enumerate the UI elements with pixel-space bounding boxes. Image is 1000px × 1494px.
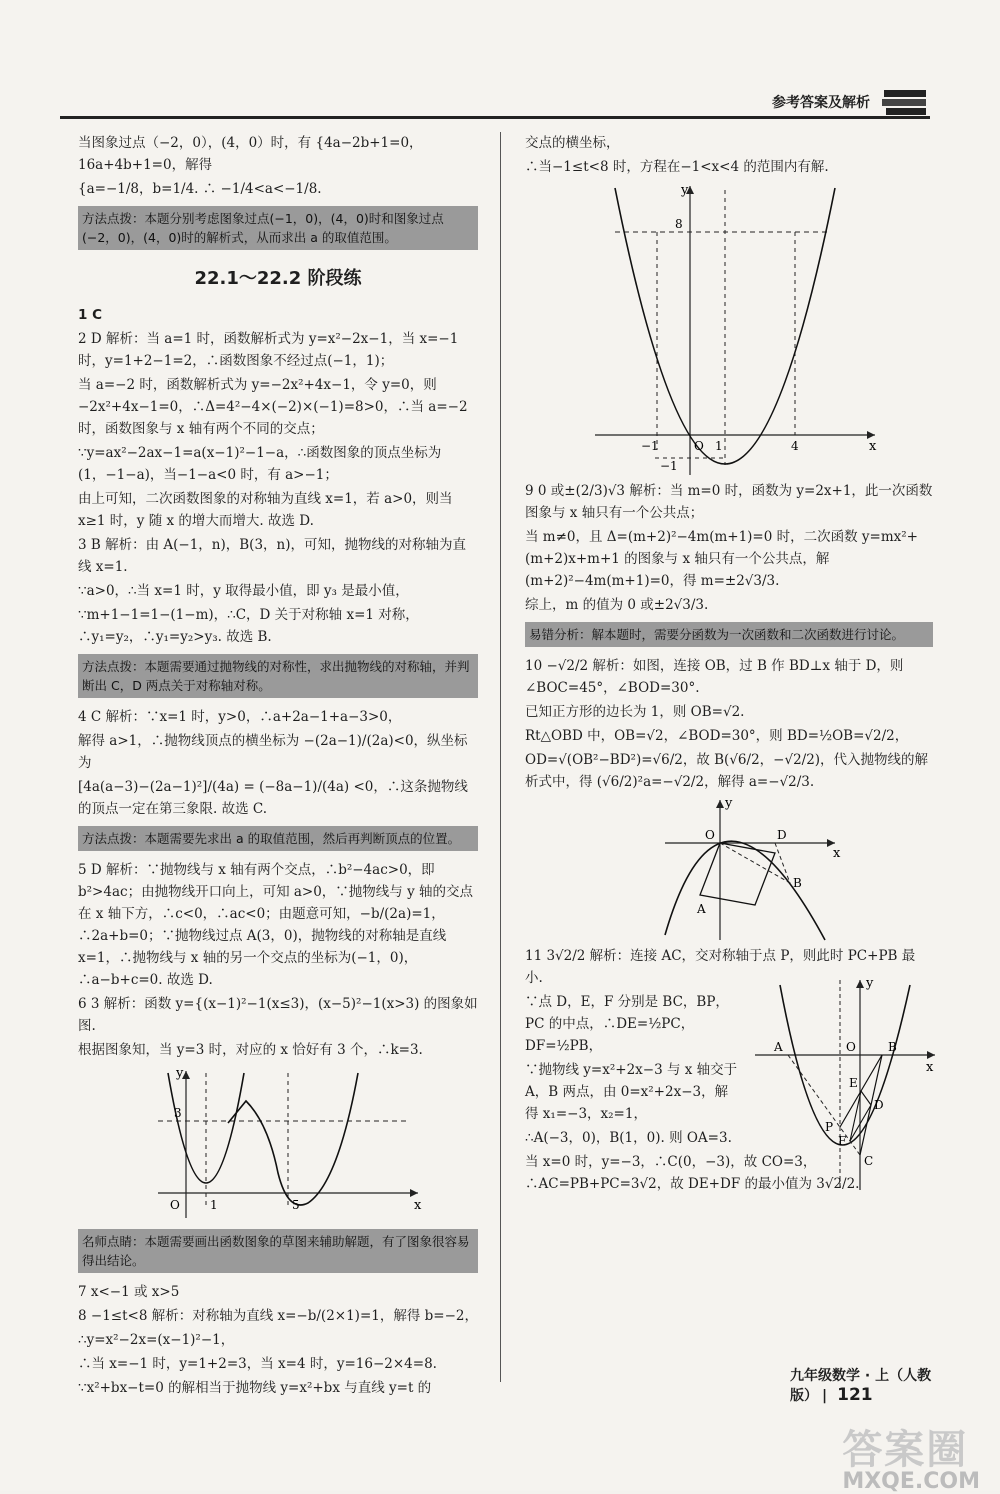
tip-box-5: 易错分析：解本题时，需要分函数为一次函数和二次函数进行讨论。 xyxy=(525,622,933,647)
q11-block xyxy=(525,945,933,1195)
footer-book: 九年级数学 · 上（人教版） xyxy=(790,1368,932,1404)
answer-2d: 由上可知，二次函数图象的对称轴为直线 x=1，若 a>0，则当 x≥1 时，y 随 x 的增大而增大. 故选 D. xyxy=(78,491,453,529)
fig11-point-e: E xyxy=(849,1076,858,1090)
fig8-tick-minus1: −1 xyxy=(641,439,659,453)
answer-8b: ∴y=x²−2x=(x−1)²−1， xyxy=(78,1332,235,1348)
answer-3b: ∵a>0，∴当 x=1 时，y 取得最小值，即 y₃ 是最小值， xyxy=(78,583,409,599)
fig6-x-label: x xyxy=(414,1198,422,1213)
fig11-origin: O xyxy=(846,1040,856,1054)
fig8-origin: O xyxy=(694,439,704,453)
page-footer: 九年级数学 · 上（人教版） | 121 xyxy=(790,1368,932,1405)
answer-9b: 当 m≠0，且 Δ=(m+2)²−4m(m+1)=0 时，二次函数 y=mx²+(m+2)x+m+1 的图象与 x 轴只有一个公共点，解(m+2)²−4m(m+1)=0，得 m=±2√3/3. xyxy=(525,529,918,589)
fig11-x-label: x xyxy=(926,1060,934,1075)
fig6-tick-3: 3 xyxy=(174,1106,182,1120)
page-number: 121 xyxy=(837,1385,873,1405)
answer-1: 1 C xyxy=(78,307,103,323)
left-column xyxy=(78,132,478,1401)
fig6-tick-1: 1 xyxy=(210,1198,218,1212)
answer-11b: ∵点 D，E，F 分别是 BC，BP，PC 的中点，∴DE=½PC，DF=½PB， xyxy=(525,994,729,1054)
answer-8a: 8 −1≤t<8 解析：对称轴为直线 x=−b/(2×1)=1，解得 b=−2， xyxy=(78,1308,478,1324)
answer-10d: OD=√(OB²−BD²)=√6/2，故 B(√6/2，−√2/2)，代入抛物线的解析式中，得 (√6/2)²a=−√2/2，解得 a=−√2/3. xyxy=(525,752,929,790)
section-title: 22.1～22.2 阶段练 xyxy=(194,268,362,289)
fig10-x-label: x xyxy=(833,846,841,861)
tip-box-4: 名师点睛：本题需要画出函数图象的草图来辅助解题，有了图象很容易得出结论。 xyxy=(78,1229,478,1273)
answer-3a: 3 B 解析：由 A(−1，n)，B(3，n)，可知，抛物线的对称轴为直线 x=1. xyxy=(78,537,466,575)
header-rule xyxy=(60,116,930,119)
header-title: 参考答案及解析 xyxy=(772,95,870,111)
books-icon xyxy=(880,86,930,116)
watermark-cn: 答案圈 xyxy=(842,1427,969,1473)
tip-box-3: 方法点拨：本题需要先求出 a 的取值范围，然后再判断顶点的位置。 xyxy=(78,826,478,851)
watermark-en: MXQE.COM xyxy=(842,1469,980,1494)
answer-10a: 10 −√2/2 解析：如图，连接 OB，过 B 作 BD⊥x 轴于 D，则∠BOC=45°，∠BOD=30°. xyxy=(525,658,904,696)
text-p0b: {a=−1/8，b=1/4. ∴ −1/4<a<−1/8. xyxy=(78,181,322,197)
tip-box-2: 方法点拨：本题需要通过抛物线的对称性，求出抛物线的对称轴，并判断出 C，D 两点关于对称轴对称。 xyxy=(78,654,478,698)
fig11-point-p: P xyxy=(825,1120,834,1134)
fig11-point-b: B xyxy=(888,1040,897,1054)
fig8-tick-minus1-y: −1 xyxy=(660,459,678,473)
watermark xyxy=(842,1418,980,1494)
fig6-tick-5: 5 xyxy=(292,1198,300,1212)
answer-2b: 当 a=−2 时，函数解析式为 y=−2x²+4x−1，令 y=0，则 −2x²+4x−1=0，∴Δ=4²−4×(−2)×(−1)=8>0，∴当 a=−2 时，函数图象与 x 轴有两个不同的交点； xyxy=(78,377,468,437)
fig6-y-label: y xyxy=(176,1066,184,1081)
answer-6b: 根据图象知，当 y=3 时，对应的 x 恰好有 3 个，∴k=3. xyxy=(78,1042,423,1058)
answer-5: 5 D 解析：∵抛物线与 x 轴有两个交点，∴b²−4ac>0，即 b²>4ac；由抛物线开口向上，可知 a>0，∵抛物线与 y 轴的交点在 x 轴下方，∴c<0，∴ac<0；由题意可知，−b/(2a)=1，∴2a+b=0；∵抛物线过点 A(3，0)，抛物线的对称轴是直线 x=1，∴抛物线与 x 轴的另一个交点的坐标为(−1，0)，∴a−b+c=0. 故选 D. xyxy=(78,862,474,988)
answer-10c: Rt△OBD 中，OB=√2，∠BOD=30°，则 BD=½OB=√2/2， xyxy=(525,728,909,744)
answer-11c: ∵抛物线 y=x²+2x−3 与 x 轴交于 A，B 两点，由 0=x²+2x−3，解得 x₁=−3，x₂=1， xyxy=(525,1062,738,1122)
answer-11a: 11 3√2/2 解析：连接 AC，交对称轴于点 P，则此时 PC+PB 最小. xyxy=(525,948,916,986)
fig8-y-label: y xyxy=(681,183,689,198)
fig11-y-label: y xyxy=(866,976,874,991)
figure-q6-graph xyxy=(118,1063,428,1223)
answer-2c: ∵y=ax²−2ax−1=a(x−1)²−1−a，∴函数图象的顶点坐标为(1，−1−a)，当−1−a<0 时，有 a>−1； xyxy=(78,445,442,483)
fig11-point-d: D xyxy=(874,1098,884,1112)
answer-4c: [4a(a−3)−(2a−1)²]/(4a) = (−8a−1)/(4a) <0，∴这条抛物线的顶点一定在第三象限. 故选 C. xyxy=(78,779,468,817)
answer-6a: 6 3 解析：函数 y={(x−1)²−1(x≤3)，(x−5)²−1(x>3) 的图象如图. xyxy=(78,996,478,1034)
fig8-tick-1: 1 xyxy=(715,439,723,453)
text-p0a: 当图象过点（−2，0），(4，0）时，有 {4a−2b+1=0，16a+4b+1=0，解得 xyxy=(78,135,423,173)
fig8-x-label: x xyxy=(869,439,877,454)
fig8-tick-4: 4 xyxy=(791,439,799,453)
answer-11d: ∴A(−3，0)，B(1，0). 则 OA=3. xyxy=(525,1130,732,1146)
figure-q11-graph xyxy=(750,975,940,1195)
answer-9c: 综上，m 的值为 0 或±2√3/3. xyxy=(525,597,709,613)
fig10-point-a: A xyxy=(697,902,706,916)
right-column xyxy=(525,132,933,1197)
answer-8e: 交点的横坐标， xyxy=(525,135,620,151)
answer-2a: 2 D 解析：当 a=1 时，函数解析式为 y=x²−2x−1，当 x=−1 时，y=1+2−1=2，∴函数图象不经过点(−1，1)； xyxy=(78,331,459,369)
fig10-origin: O xyxy=(705,828,715,842)
answer-4b: 解得 a>1，∴抛物线顶点的横坐标为 −(2a−1)/(2a)<0，纵坐标为 xyxy=(78,733,468,771)
answer-8c: ∴当 x=−1 时，y=1+2=3，当 x=4 时，y=16−2×4=8. xyxy=(78,1356,437,1372)
fig10-y-label: y xyxy=(725,796,733,811)
column-divider xyxy=(500,132,501,1382)
answer-3c: ∵m+1−1=1−(1−m)，∴C，D 关于对称轴 x=1 对称，∴y₁=y₂，∴y₁=y₂>y₃. 故选 B. xyxy=(78,607,419,645)
fig11-point-a: A xyxy=(774,1040,783,1054)
answer-7: 7 x<−1 或 x>5 xyxy=(78,1284,180,1300)
answer-8d: ∵x²+bx−t=0 的解相当于抛物线 y=x²+bx 与直线 y=t 的 xyxy=(78,1380,432,1396)
fig11-point-c: C xyxy=(864,1154,874,1168)
answer-4a: 4 C 解析：∵x=1 时，y>0，∴a+2a−1+a−3>0， xyxy=(78,709,402,725)
tip-box-1: 方法点拨：本题分别考虑图象过点(−1，0)，(4，0)时和图象过点(−2，0)，(4，0)时的解析式，从而求出 a 的取值范围。 xyxy=(78,206,478,250)
answer-10b: 已知正方形的边长为 1，则 OB=√2. xyxy=(525,704,745,720)
q11-text-wrap xyxy=(525,991,740,1149)
fig10-point-b: B xyxy=(793,876,802,890)
fig6-origin: O xyxy=(170,1198,180,1212)
answer-8f: ∴当−1≤t<8 时，方程在−1<x<4 的范围内有解. xyxy=(525,159,829,175)
fig11-point-f: F xyxy=(838,1134,847,1148)
fig8-tick-8: 8 xyxy=(675,217,683,231)
figure-q10-graph xyxy=(645,795,845,945)
page-header xyxy=(60,78,930,118)
answer-11e: 当 x=0 时，y=−3，∴C(0，−3)，故 CO=3，∴AC=PB+PC=3√2，故 DE+DF 的最小值为 3√2/2. xyxy=(525,1154,860,1192)
answer-9a: 9 0 或±(2/3)√3 解析：当 m=0 时，函数为 y=2x+1，此一次函数图象与 x 轴只有一个公共点； xyxy=(525,483,933,521)
figure-q8-graph xyxy=(585,180,885,480)
fig10-point-d: D xyxy=(777,828,787,842)
